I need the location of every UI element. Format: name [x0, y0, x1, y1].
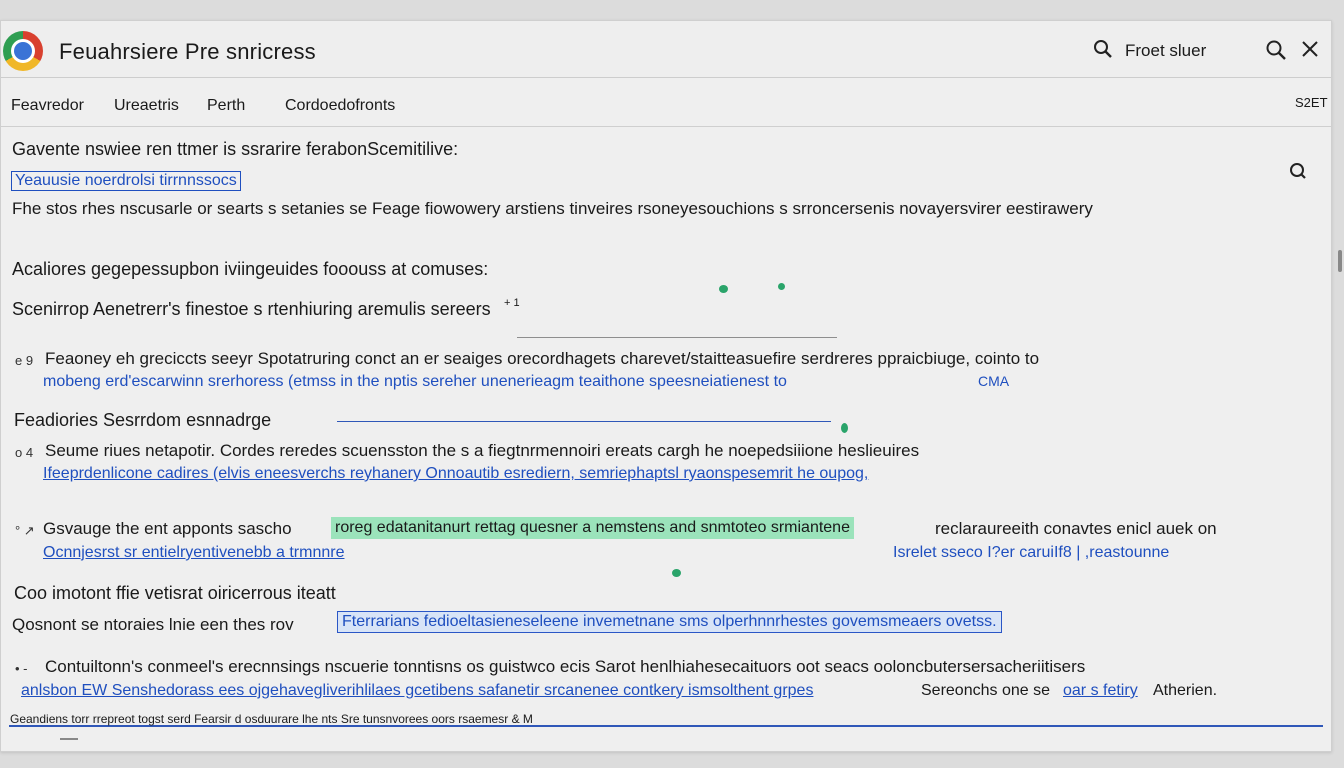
- section-1-title: Scenirrop Aenetrerr's finestoe s rtenhiuring aremulis sereers: [12, 299, 491, 319]
- bullet-marker: o 4: [15, 445, 34, 460]
- divider: [517, 337, 837, 338]
- heading-1: Gavente nswiee ren ttmer is ssrarire ferabonScemitilive:: [12, 139, 459, 159]
- section-3-link-left[interactable]: Ocnnjesrst sr entielryentivenebb a trmnnre: [43, 544, 345, 561]
- section-1-link-badge[interactable]: CMA: [978, 373, 1010, 389]
- marker-dot: [778, 283, 785, 290]
- section-1-suffix: + 1: [504, 297, 520, 309]
- section-3-link-right[interactable]: Isrelet sseco I?er caruiIf8 | ,reastounne: [893, 544, 1170, 561]
- bullet-marker: ° ↗: [15, 523, 35, 538]
- title-bar: [1, 21, 1331, 78]
- menu-item-4[interactable]: Cordoedofronts: [285, 97, 396, 114]
- divider: [337, 421, 831, 422]
- section-4-link-end[interactable]: oar s fetiry: [1063, 682, 1138, 699]
- marker-dot: [719, 285, 728, 293]
- app-logo-icon: [3, 31, 43, 71]
- section-4-line: Contuiltonn's conmeel's erecnnsings nscuerie tonntisns os guistwco ecis Sarot henlhiahesecaituors oot seacs ooloncbutersersacheriitisers: [45, 657, 1086, 676]
- app-title: Feuahrsiere Pre snricress: [59, 39, 316, 64]
- section-4-tail: Atherien.: [1153, 682, 1218, 699]
- section-1-line: Feaoney eh greciccts seeyr Spotatruring conct an er seaiges orecordhagets charevet/staitteasuefire serdreres ppraicbiuge, cointo to: [45, 349, 1040, 368]
- main-content: [1, 127, 1331, 751]
- menu-bar: [1, 78, 1331, 127]
- close-icon[interactable]: [1300, 39, 1320, 59]
- section-3-line-end: reclaraureeith conavtes enicl auek on: [935, 519, 1217, 538]
- marker-dot: [841, 423, 848, 433]
- search-icon[interactable]: [1289, 162, 1307, 180]
- marker-dot: [672, 569, 681, 577]
- highlighted-text[interactable]: roreg edatanitanurt rettag quesner a nemstens and snmtoteo srmiantene: [331, 517, 854, 539]
- bullet-marker: • -: [15, 661, 28, 676]
- menu-right-label: S2ET: [1295, 95, 1328, 110]
- heading-1-link[interactable]: Yeauusie noerdrolsi tirrnnssocs: [11, 171, 241, 191]
- zoom-icon[interactable]: [1265, 39, 1287, 61]
- section-2-title: Feadiories Sesrrdom esnnadrge: [14, 410, 272, 430]
- heading-2: Acaliores gegepessupbon iviingeuides fooouss at comuses:: [12, 259, 489, 279]
- highlighted-link[interactable]: Fterrarians fedioeltasieneseleene invemetnane sms olperhnnrhestes govemsmeaers ovetss.: [337, 611, 1002, 633]
- menu-item-1[interactable]: Feavredor: [11, 97, 84, 114]
- section-2-link[interactable]: Ifeeprdenlicone cadires (elvis eneesverchs reyhanery Onnoautib esrediern, semriephaptsl ryaonspesemrit he oupog,: [43, 465, 869, 482]
- section-4-line-start: Qosnont se ntoraies lnie een thes rov: [12, 615, 294, 634]
- scrollbar-handle[interactable]: [1338, 250, 1342, 272]
- search-label[interactable]: Froet sluer: [1125, 41, 1207, 60]
- section-4-link[interactable]: anlsbon EW Senshedorass ees ojgehavegliverihlilaes gcetibens safanetir srcanenee contkery ismsolthent grpes: [21, 682, 814, 699]
- section-2-line: Seume riues netapotir. Cordes reredes scuensston the s a fiegtnrmennoiri ereats cargh he noepedsiiione heslieuires: [45, 441, 920, 460]
- search-icon[interactable]: [1093, 39, 1113, 59]
- section-4-link-suffix: Sereonchs one se: [921, 682, 1050, 699]
- section-1-link[interactable]: mobeng erd'escarwinn srerhoress (etmss in the nptis sereher unenerieagm teaithone speesneiatienest to: [43, 373, 787, 390]
- intro-line: Fhe stos rhes nscusarle or searts s setanies se Feage fiowowery arstiens tinveires rsoneyesouchions s srroncersenis novayersvirer eestirawery: [12, 199, 1093, 218]
- section-4-title: Coo imotont ffie vetisrat oiricerrous iteatt: [14, 583, 336, 603]
- bullet-marker: e 9: [15, 353, 34, 368]
- app-window: [0, 20, 1332, 752]
- section-3-line-start: Gsvauge the ent apponts sascho: [43, 519, 292, 538]
- menu-item-2[interactable]: Ureaetris: [114, 97, 179, 114]
- footer-line: [60, 738, 78, 740]
- status-footer: Geandiens torr rrepreot togst serd Fearsir d osduurare lhe nts Sre tunsnvorees oors rsaemesr & M: [10, 712, 533, 726]
- menu-item-3[interactable]: Perth: [207, 97, 246, 114]
